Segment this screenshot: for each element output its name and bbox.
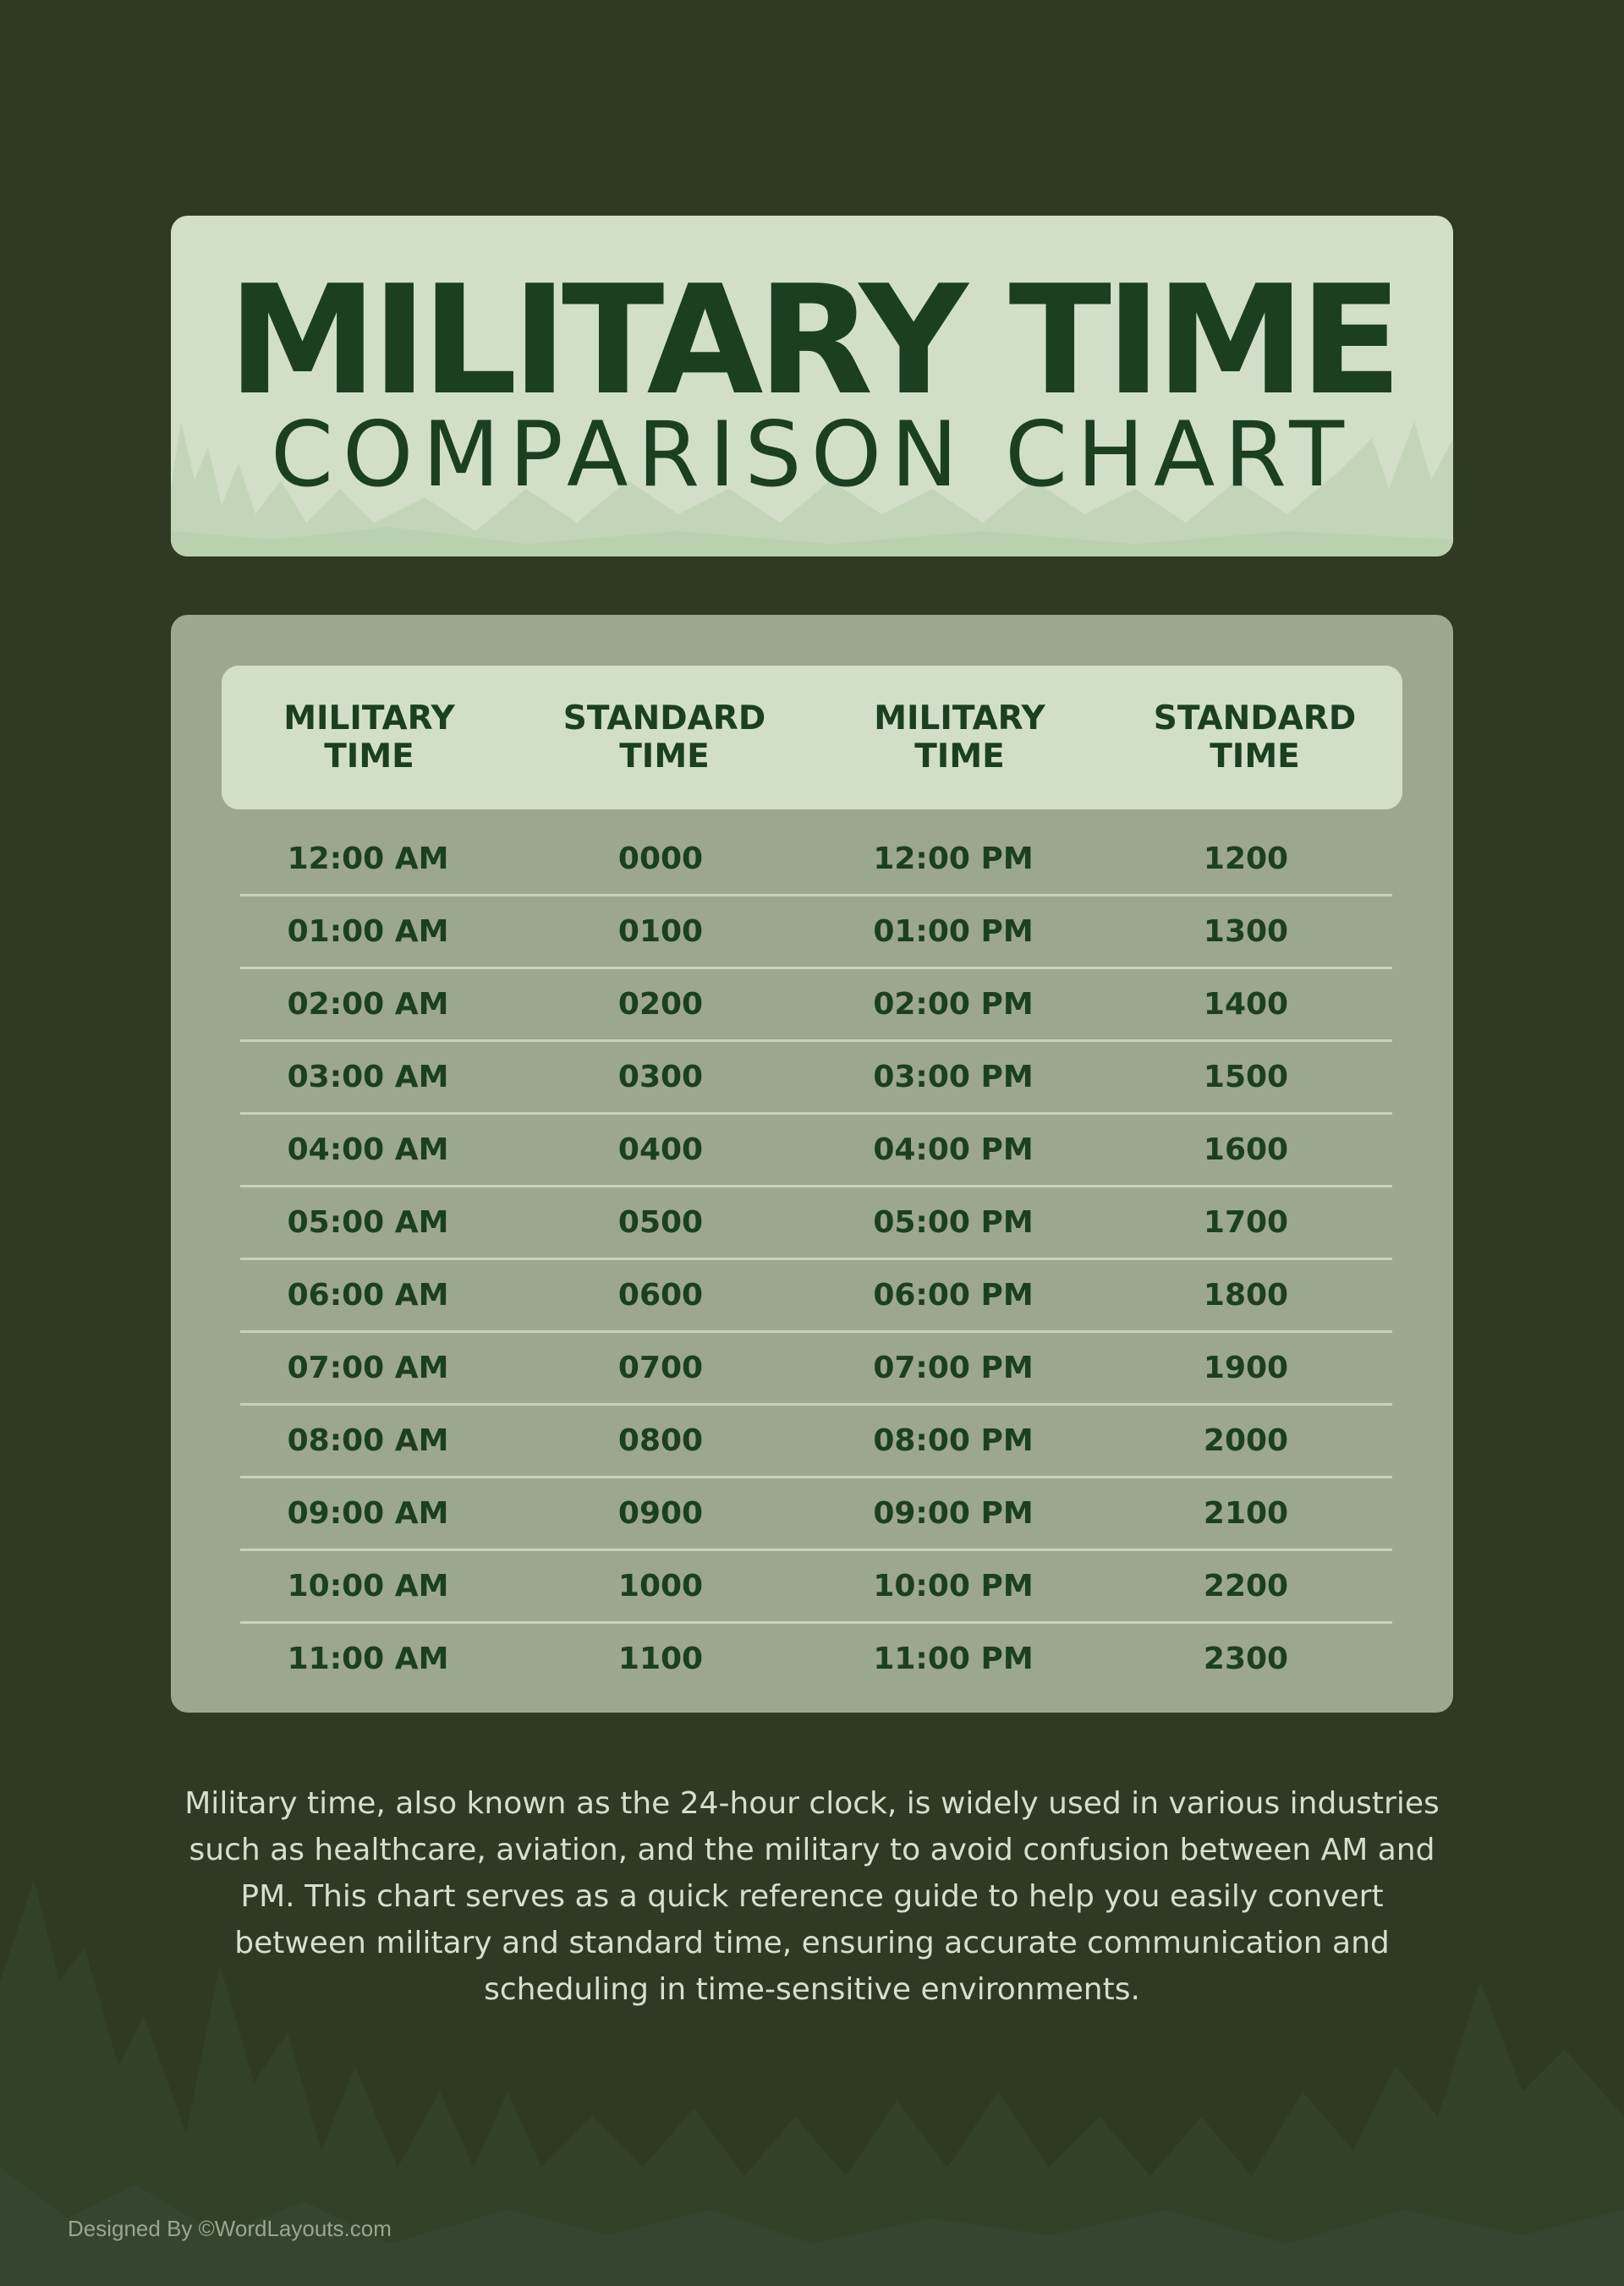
table-row xyxy=(240,969,1392,1042)
table-cell: 07:00 AM xyxy=(287,1351,449,1385)
table-cell: 08:00 AM xyxy=(287,1423,449,1458)
table-cell: 1000 xyxy=(617,1569,704,1603)
table-cell: 2300 xyxy=(1203,1642,1289,1676)
table-row xyxy=(240,1478,1392,1551)
table-row xyxy=(240,1406,1392,1478)
table-row xyxy=(240,1187,1392,1260)
table-cell: 0100 xyxy=(617,914,704,949)
table-row xyxy=(240,1115,1392,1187)
table-body xyxy=(240,824,1392,1694)
table-cell: 01:00 PM xyxy=(873,914,1034,949)
table-row xyxy=(240,1624,1392,1694)
description-text: Military time, also known as the 24-hour clock, is widely used in various industries such as healthcare, aviation, and the military to avoid confusion between AM and PM. This chart serves as a quick reference guide to help you easily convert between military and standard time, ensuring accurate communication and scheduling in time-sensitive environments. xyxy=(184,1786,1440,2007)
table-cell: 04:00 PM xyxy=(873,1132,1034,1167)
table-row xyxy=(240,1333,1392,1406)
column-header: MILITARY TIME xyxy=(874,699,1045,776)
table-cell: 2000 xyxy=(1203,1423,1289,1458)
table-cell: 0800 xyxy=(617,1423,704,1458)
table-cell: 0600 xyxy=(617,1278,704,1313)
column-header: STANDARD TIME xyxy=(562,699,766,776)
table-cell: 08:00 PM xyxy=(873,1423,1034,1458)
table-row xyxy=(240,896,1392,969)
table-cell: 11:00 AM xyxy=(287,1642,449,1676)
table-cell: 10:00 PM xyxy=(873,1569,1034,1603)
table-cell: 05:00 AM xyxy=(287,1205,449,1240)
table-cell: 11:00 PM xyxy=(873,1642,1034,1676)
table-header xyxy=(222,666,1402,809)
table-cell: 10:00 AM xyxy=(287,1569,449,1603)
table-cell: 05:00 PM xyxy=(873,1205,1034,1240)
table-cell: 09:00 AM xyxy=(287,1496,449,1531)
table-cell: 12:00 AM xyxy=(287,841,449,876)
table-cell: 1800 xyxy=(1203,1278,1289,1313)
table-cell: 0000 xyxy=(617,841,704,876)
table-cell: 12:00 PM xyxy=(873,841,1034,876)
column-header: STANDARD TIME xyxy=(1153,699,1357,776)
table-row xyxy=(240,1551,1392,1624)
table-cell: 06:00 AM xyxy=(287,1278,449,1313)
table-cell: 1900 xyxy=(1203,1351,1289,1385)
table-cell: 2200 xyxy=(1203,1569,1289,1603)
table-cell: 0400 xyxy=(617,1132,704,1167)
footer-credit: Designed By ©WordLayouts.com xyxy=(68,2216,392,2241)
table-cell: 09:00 PM xyxy=(873,1496,1034,1531)
title-card xyxy=(171,216,1453,556)
table-row xyxy=(240,1042,1392,1115)
table-cell: 2100 xyxy=(1203,1496,1289,1531)
table-cell: 0200 xyxy=(617,987,704,1022)
table-cell: 03:00 AM xyxy=(287,1060,449,1094)
table-cell: 1500 xyxy=(1203,1060,1289,1094)
table-cell: 0300 xyxy=(617,1060,704,1094)
table-cell: 1700 xyxy=(1203,1205,1289,1240)
table-cell: 1100 xyxy=(617,1642,704,1676)
page-title: MILITARY TIME xyxy=(228,253,1396,428)
table-cell: 02:00 PM xyxy=(873,987,1034,1022)
table-row xyxy=(240,824,1392,896)
table-cell: 0500 xyxy=(617,1205,704,1240)
table-cell: 0900 xyxy=(617,1496,704,1531)
table-cell: 07:00 PM xyxy=(873,1351,1034,1385)
table-cell: 1300 xyxy=(1203,914,1289,949)
table-cell: 1600 xyxy=(1203,1132,1289,1167)
column-header: MILITARY TIME xyxy=(283,699,455,776)
table-cell: 01:00 AM xyxy=(287,914,449,949)
table-cell: 03:00 PM xyxy=(873,1060,1034,1094)
table-cell: 1200 xyxy=(1203,841,1289,876)
table-row xyxy=(240,1260,1392,1333)
table-cell: 02:00 AM xyxy=(287,987,449,1022)
table-cell: 04:00 AM xyxy=(287,1132,449,1167)
table-cell: 06:00 PM xyxy=(873,1278,1034,1313)
conversion-table xyxy=(171,615,1453,1713)
table-cell: 1400 xyxy=(1203,987,1289,1022)
page-subtitle: COMPARISON CHART xyxy=(270,403,1354,507)
table-cell: 0700 xyxy=(617,1351,704,1385)
